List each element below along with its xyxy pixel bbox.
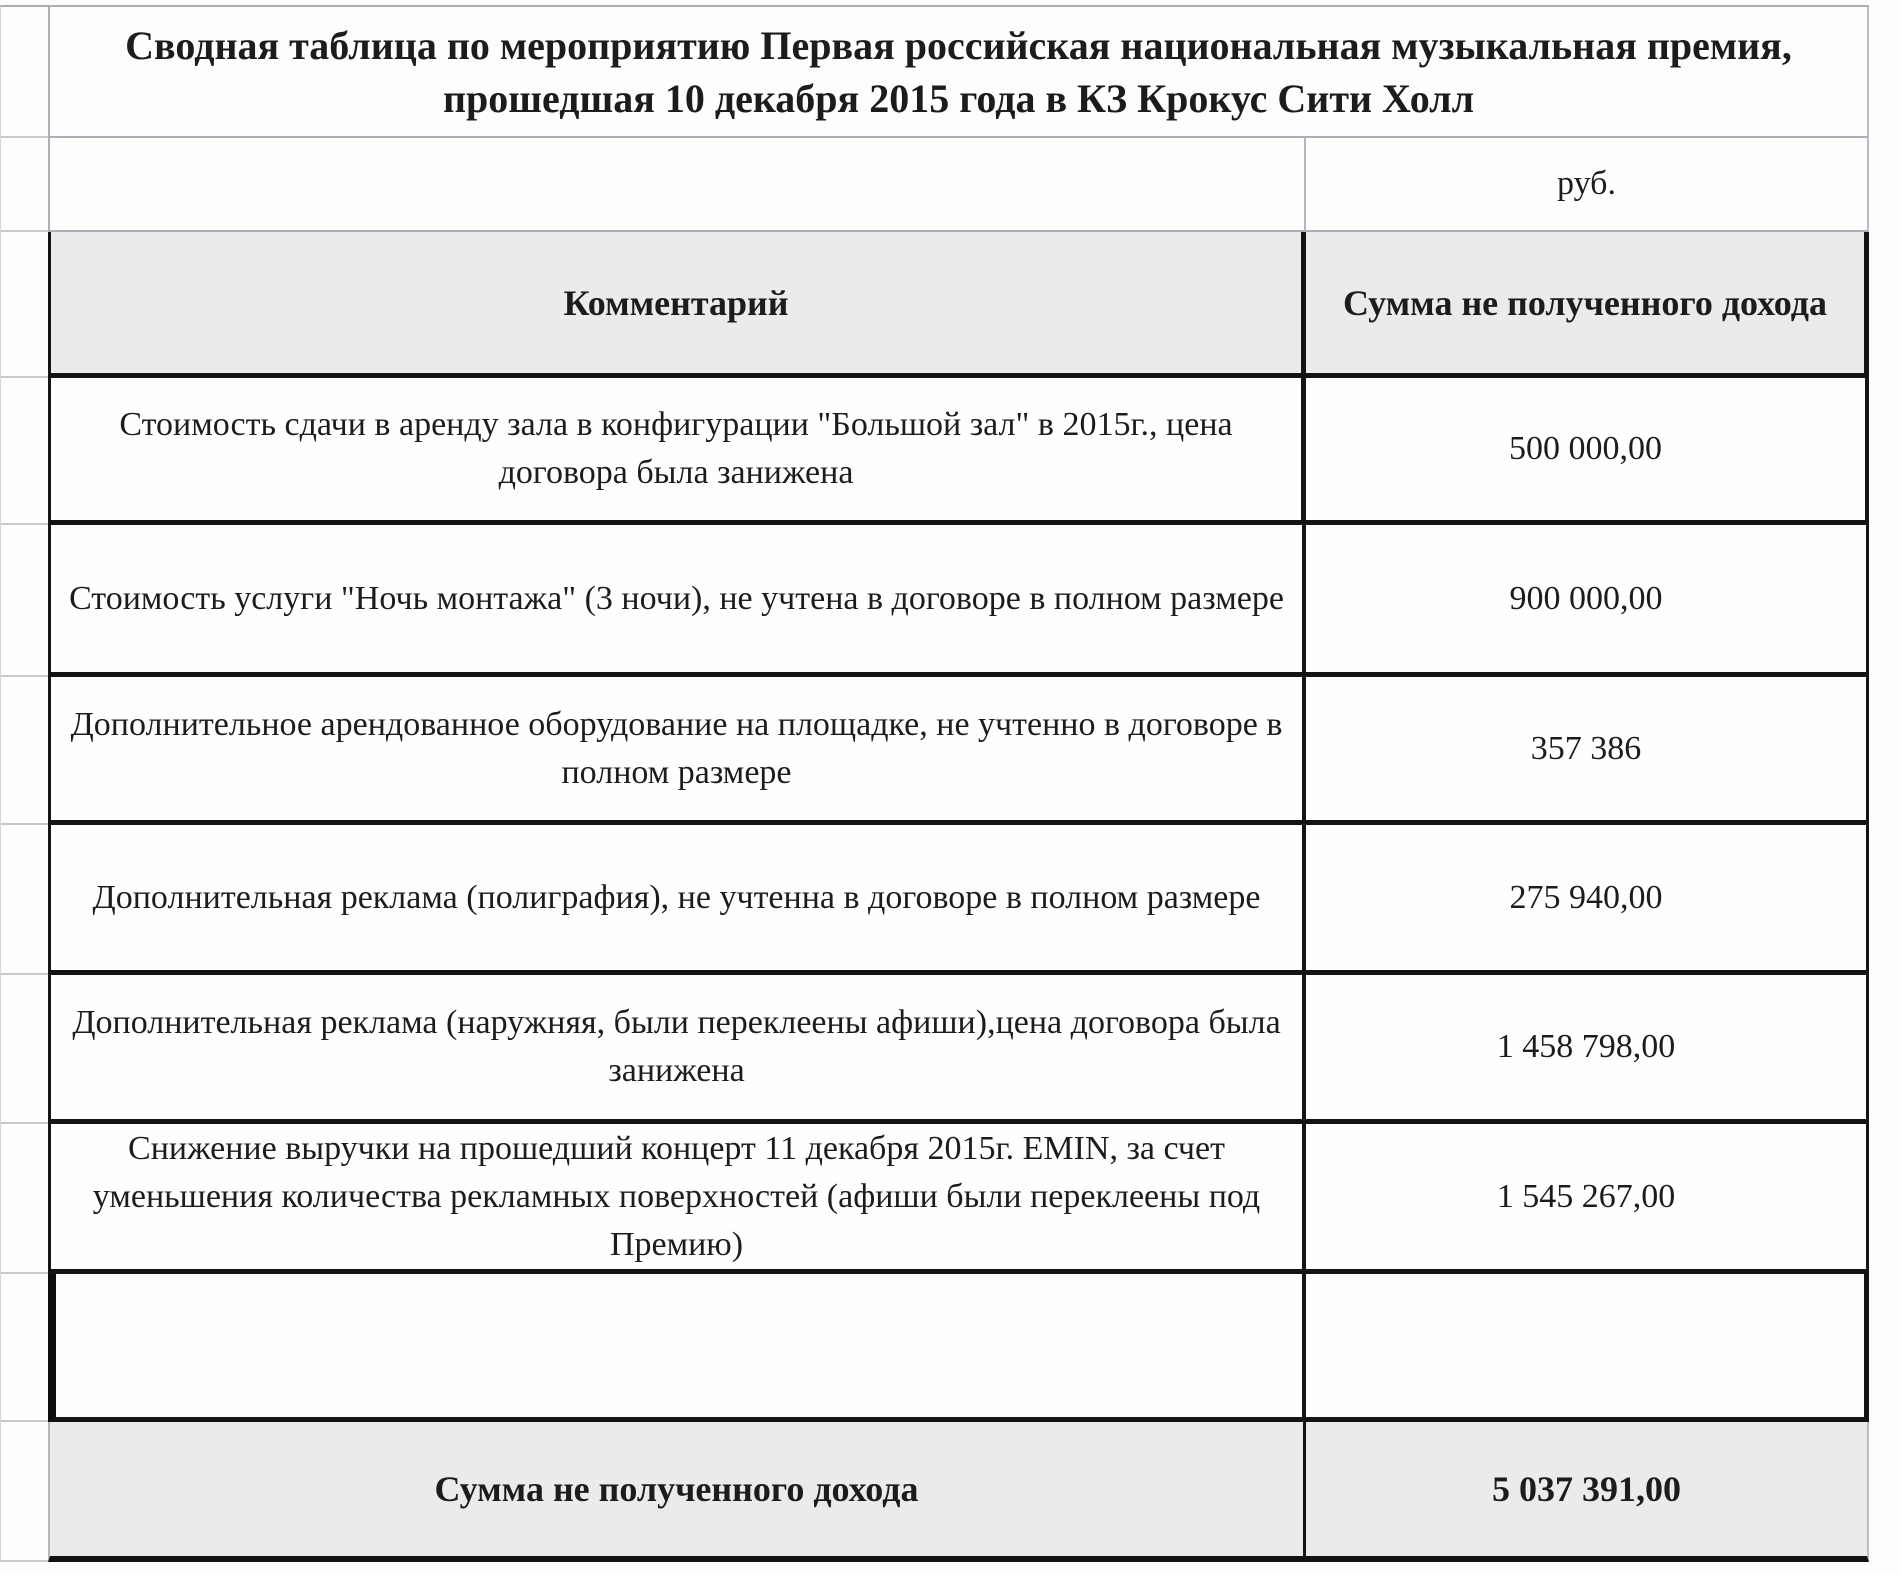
row-comment: Дополнительная реклама (наружняя, были переклеены афиши),цена договора была занижена [48,975,1306,1124]
row-comment: Снижение выручки на прошедший концерт 11 декабря 2015г. EMIN, за счет уменьшения количества рекламных поверхностей (афиши были переклеены под Премию) [48,1124,1306,1274]
gutter-cell [1,232,48,378]
row-comment: Стоимость сдачи в аренду зала в конфигурации "Большой зал" в 2015г., цена договора была занижена [48,378,1306,525]
row-comment: Дополнительная реклама (полиграфия), не учтенна в договоре в полном размере [48,825,1306,975]
row-comment: Дополнительное арендованное оборудование на площадке, не учтенно в договоре в полном размере [48,677,1306,825]
total-amount: 5 037 391,00 [1306,1422,1869,1562]
summary-table [0,5,1869,1562]
row-amount: 1 458 798,00 [1306,975,1869,1124]
gutter-cell [1,825,48,975]
gutter-cell [1,1274,48,1422]
row-amount: 500 000,00 [1306,378,1869,525]
gutter-cell [1,7,48,138]
gutter-cell [1,975,48,1124]
empty-cell [48,138,1306,232]
gutter-cell [1,378,48,525]
empty-row-comment [48,1274,1306,1422]
table-title-line2: прошедшая 10 декабря 2015 года в КЗ Крокус Сити Холл [442,75,1475,121]
row-amount: 900 000,00 [1306,525,1869,677]
row-amount: 275 940,00 [1306,825,1869,975]
total-label: Сумма не полученного дохода [48,1422,1306,1562]
gutter-cell [1,1422,48,1562]
gutter-cell [1,677,48,825]
empty-row-amount [1306,1274,1869,1422]
row-amount: 357 386 [1306,677,1869,825]
row-comment: Стоимость услуги "Ночь монтажа" (3 ночи), не учтена в договоре в полном размере [48,525,1306,677]
currency-unit-label: руб. [1306,138,1869,232]
column-header-amount: Сумма не полученного дохода [1306,232,1869,378]
gutter-cell [1,138,48,232]
gutter-cell [1,525,48,677]
table-title-line1: Сводная таблица по мероприятию Первая российская национальная музыкальная премия, [125,22,1792,68]
table-title [48,7,1869,138]
row-amount: 1 545 267,00 [1306,1124,1869,1274]
gutter-cell [1,1124,48,1274]
column-header-comment: Комментарий [48,232,1306,378]
